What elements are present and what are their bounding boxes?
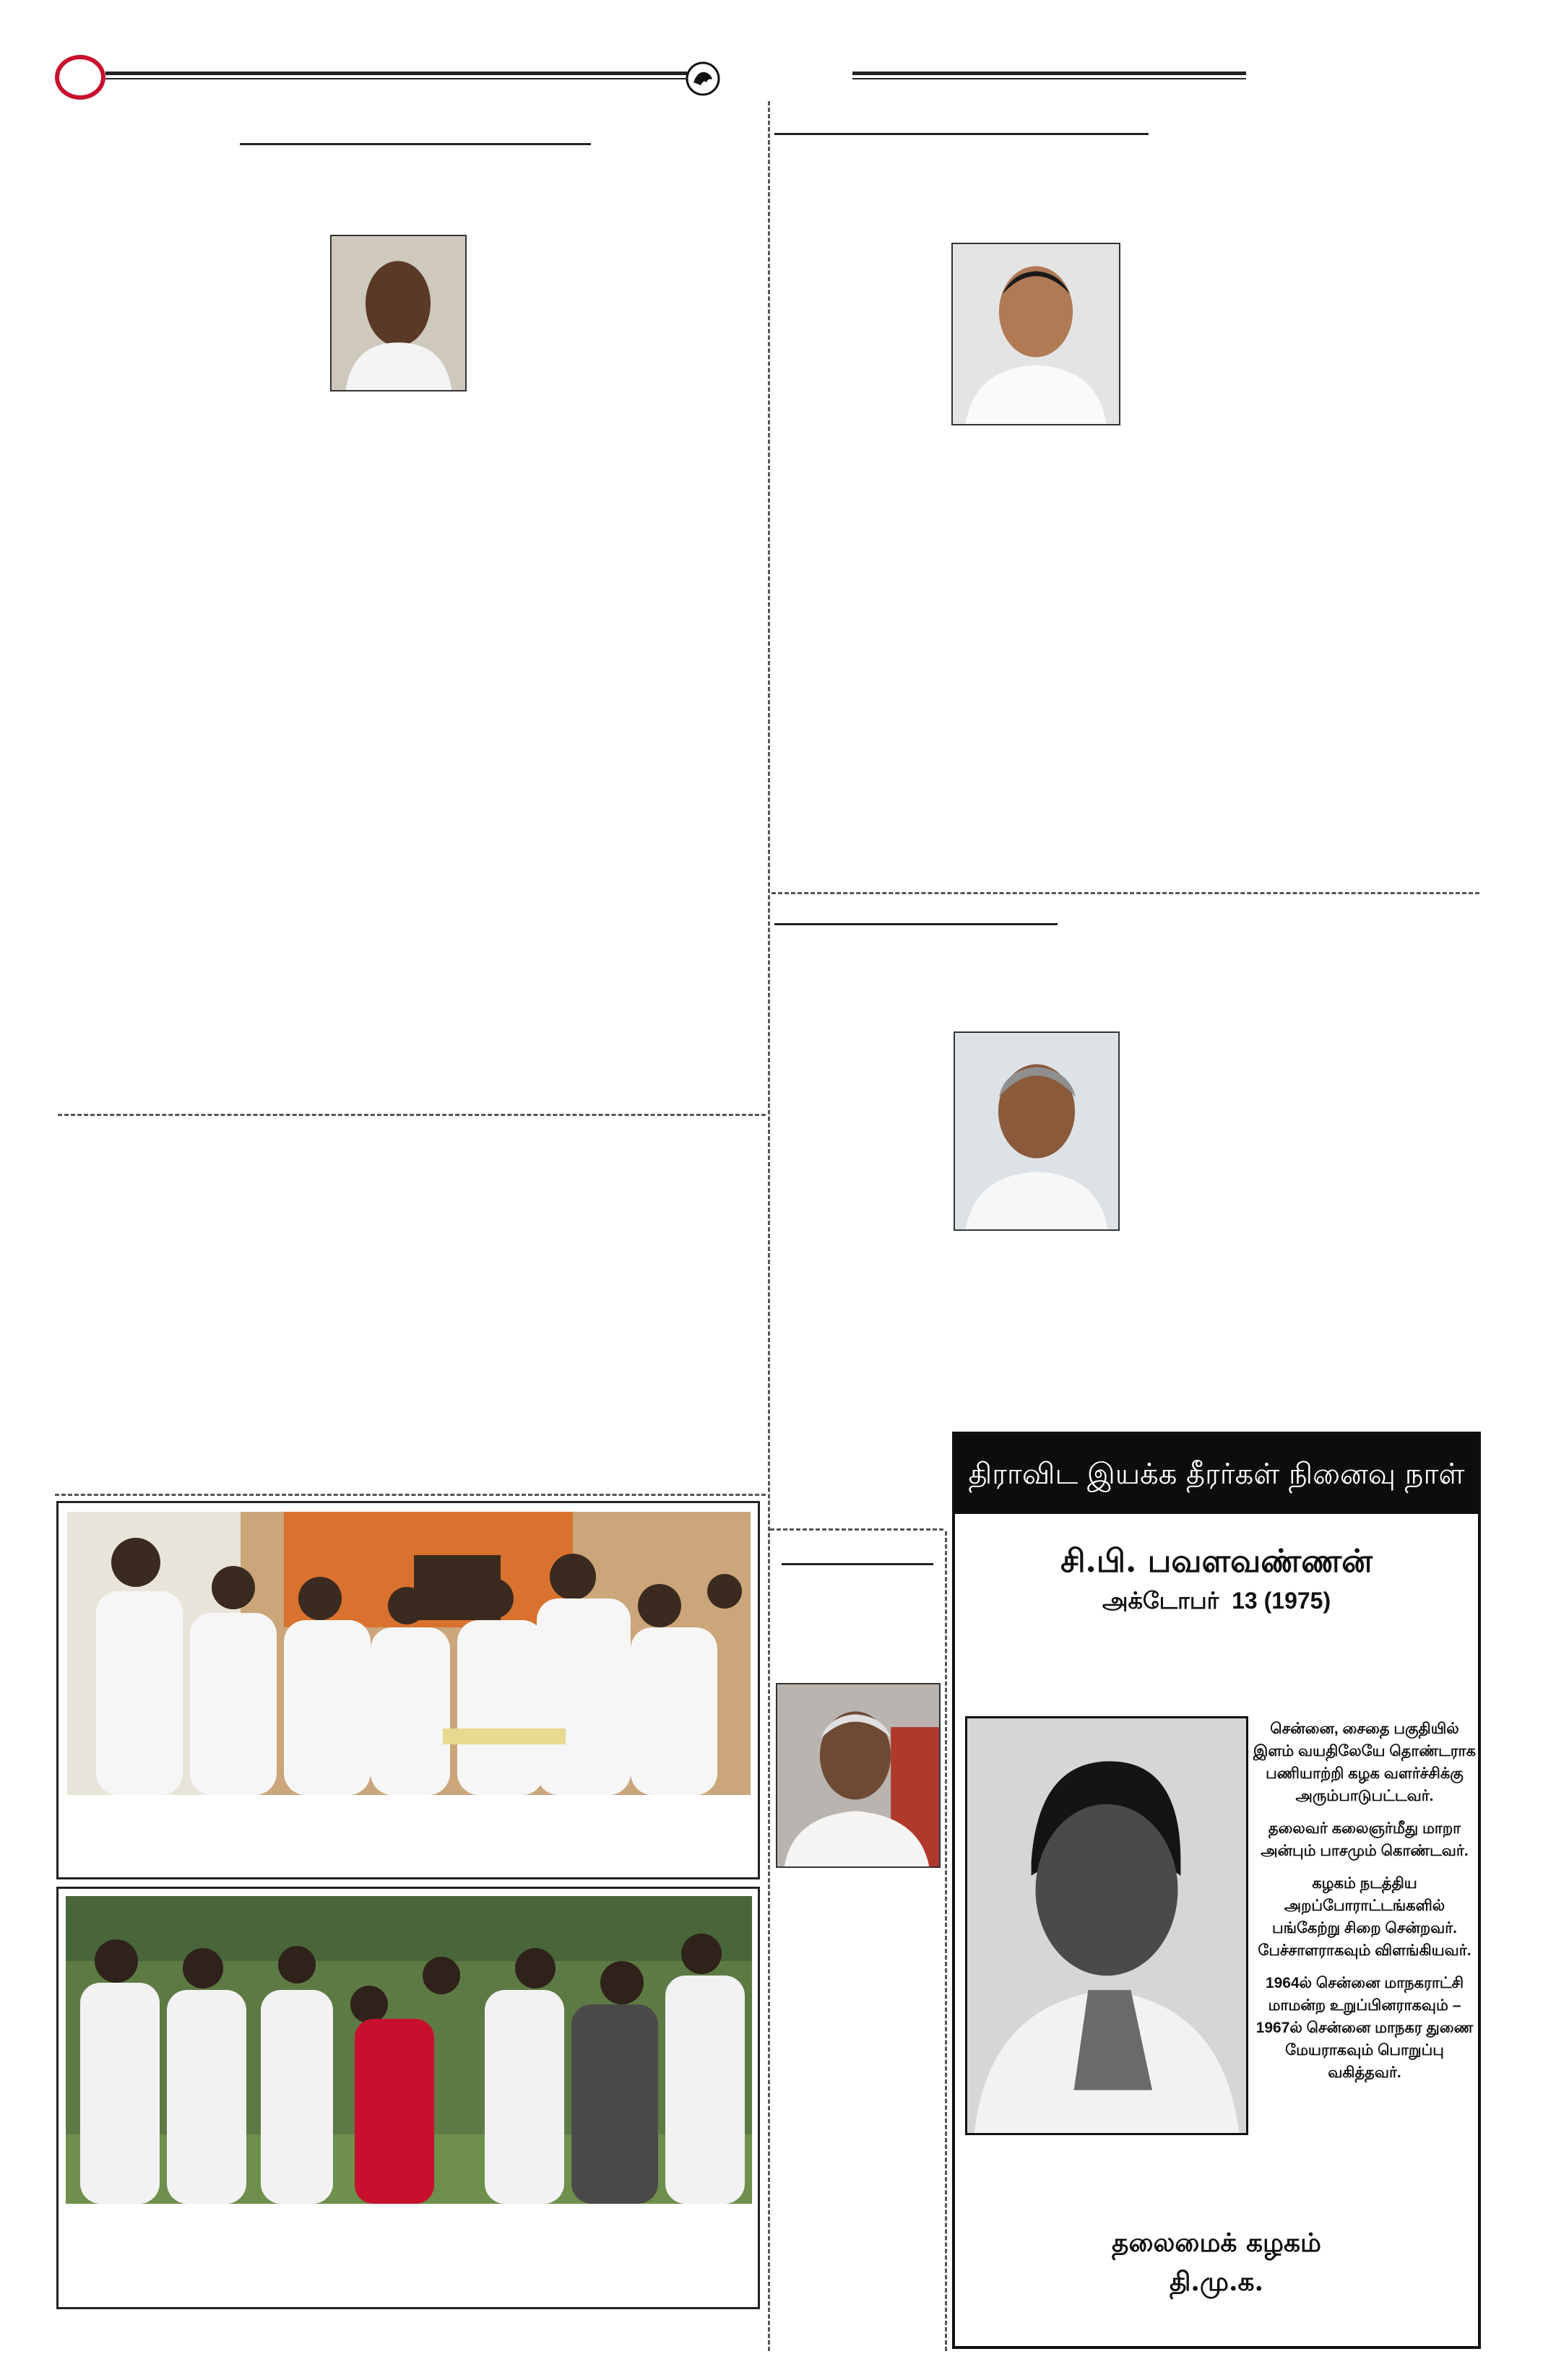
memorial-bio-para-2: தலைவர் கலைஞர்மீது மாறா அன்பும் பாசமும் கொண்டவர். [1261, 1820, 1469, 1859]
small-column-right-divider [945, 1531, 947, 2351]
memorial-banner [955, 1435, 1478, 1514]
memorial-portrait [965, 1716, 1248, 2135]
small-column-headline-rule [782, 1563, 933, 1565]
article-3-headline-rule [774, 923, 1058, 925]
memorial-bio-para-4: 1964ல் சென்னை மாநகராட்சி மாமன்ற உறுப்பினராகவும் – 1967ல் சென்னை மாநகர துணை மேயராகவும் பொறுப்பு வகித்தவர். [1255, 1975, 1474, 2081]
photo-box-1 [56, 1501, 760, 1879]
article-1-portrait [330, 235, 467, 391]
event-photo-2 [66, 1896, 752, 2204]
page-number-badge [55, 55, 105, 100]
left-column-separator [58, 1114, 766, 1116]
memorial-bio [1251, 1718, 1478, 2084]
article-1-headline-rule [240, 143, 591, 145]
memorial-bio-para-3: கழகம் நடத்திய அறப்போராட்டங்களில் பங்கேற்று சிறை சென்றவர். பேச்சாளராகவும் விளங்கியவர். [1258, 1875, 1471, 1959]
article-2-headline-rule [774, 133, 1149, 135]
right-column-separator [772, 892, 1479, 894]
header-rule-right-thin [852, 78, 1246, 79]
memorial-date: அக்டோபர் 13 (1975) [1102, 1588, 1331, 1614]
photo-section-separator [55, 1494, 766, 1496]
rising-sun-emblem-icon [685, 61, 721, 97]
memorial-footer-line-1: தலைமைக் கழகம் [1112, 2228, 1321, 2258]
article-3-portrait [954, 1031, 1120, 1231]
header-rule-right [852, 72, 1246, 75]
event-photo-1 [67, 1512, 751, 1795]
small-column-portrait [776, 1683, 941, 1868]
memorial-footer-line-2: தி.மு.க. [1169, 2267, 1264, 2297]
small-column-top-separator [770, 1528, 943, 1531]
memorial-name: சி.பி. பவளவண்ணன் [1060, 1543, 1373, 1580]
article-2-portrait [951, 243, 1120, 425]
memorial-bio-para-1: சென்னை, சைதை பகுதியில் இளம் வயதிலேயே தொண்டராக பணியாற்றி கழக வளர்ச்சிக்கு அரும்பாடுபட்டவர். [1253, 1721, 1477, 1804]
photo-box-2 [56, 1887, 760, 2309]
header-rule-left-thin [105, 78, 687, 79]
column-divider [768, 101, 770, 2351]
memorial-banner-title: திராவிட இயக்க தீரர்கள் நினைவு நாள் [968, 1458, 1465, 1491]
memorial-ad [952, 1432, 1481, 2349]
header-rule-left [105, 72, 687, 75]
